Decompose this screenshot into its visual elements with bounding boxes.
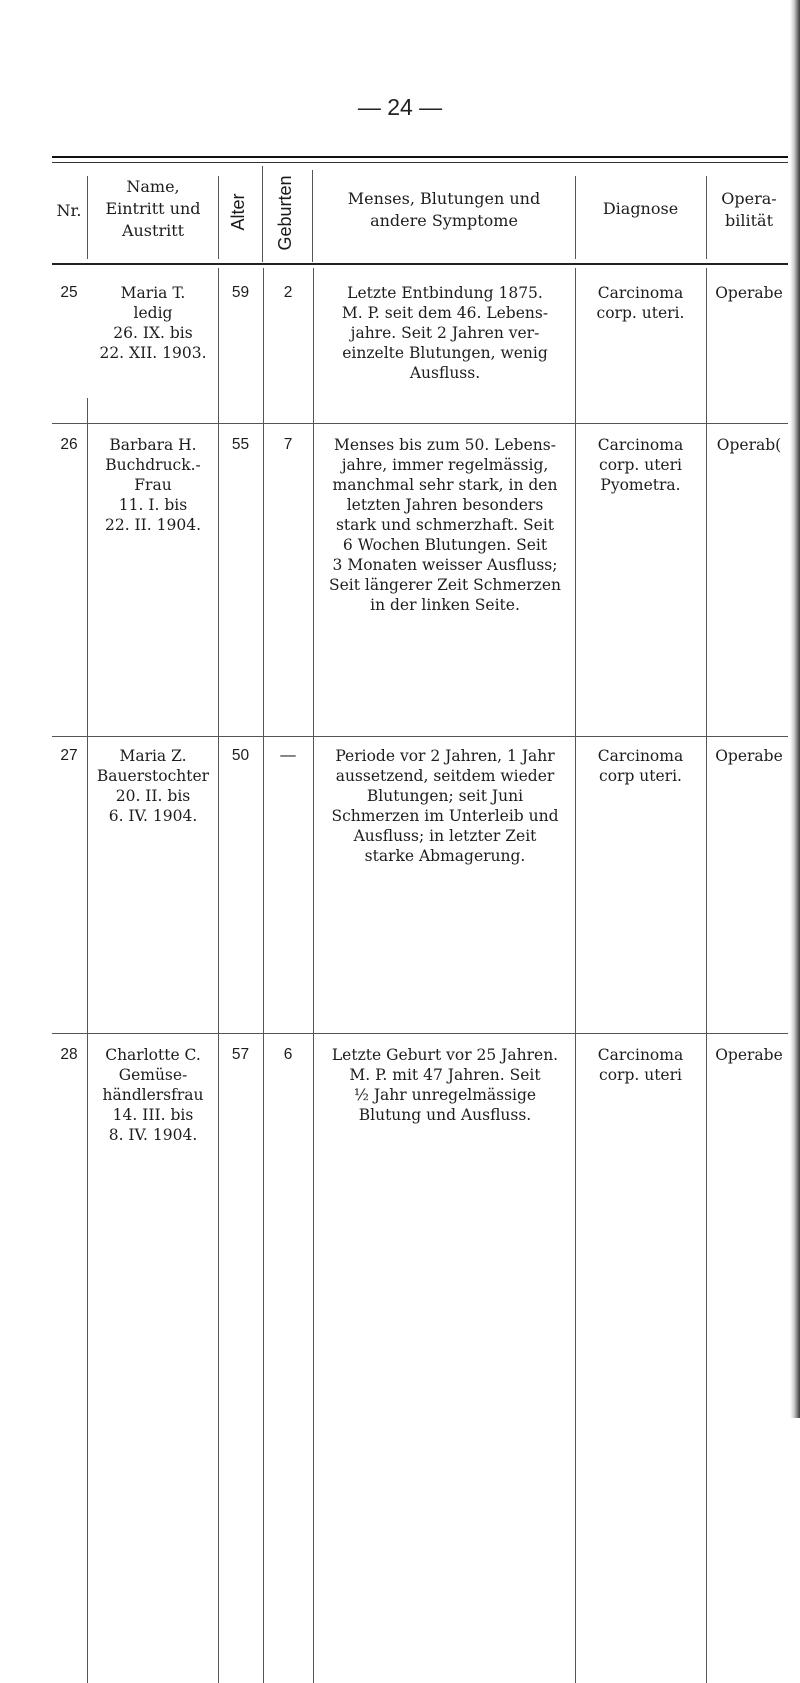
row-28-operabilitaet: Operabe — [715, 1046, 783, 1064]
row-26-name: Barbara H. Buchdruck.- Frau 11. I. bis 22. II. 1904. — [104, 436, 202, 534]
row-26-diagnose: Carcinoma corp. uteri Pyometra. — [597, 436, 684, 494]
row-26-geburten: 7 — [283, 436, 293, 453]
header-diagnose: Diagnose — [602, 199, 679, 218]
row-26-nr: 26 — [60, 436, 78, 453]
row-26-operabilitaet: Operab( — [716, 436, 782, 454]
row-25-geburten: 2 — [283, 284, 293, 301]
header-bottom-rule — [52, 263, 788, 265]
row-27-menses: Periode vor 2 Jahren, 1 Jahr aussetzend, seitdem wieder Blutungen; seit Juni Schmerzen im Unterleib und Ausfluss; in letzter Zeit starke Abmagerung. — [331, 747, 559, 865]
column-divider — [87, 398, 88, 1683]
row-28-alter: 57 — [231, 1046, 250, 1063]
scanned-page-edge — [790, 0, 800, 1418]
row-28-name: Charlotte C. Gemüse- händlersfrau 14. III. bis 8. IV. 1904. — [102, 1046, 204, 1144]
column-divider — [262, 166, 263, 262]
header-name: Name, Eintritt und Austritt — [105, 177, 201, 240]
column-divider — [263, 268, 264, 1683]
row-27-nr: 27 — [60, 747, 78, 764]
row-divider — [52, 1033, 788, 1034]
row-27-diagnose: Carcinoma corp uteri. — [597, 747, 684, 785]
row-27-name: Maria Z. Bauerstochter 20. II. bis 6. IV. 1904. — [96, 747, 210, 825]
page-number: — 24 — — [357, 94, 443, 120]
row-25-alter: 59 — [231, 284, 250, 301]
header-operabilitaet: Opera- bilität — [721, 189, 777, 230]
row-26-menses: Menses bis zum 50. Lebens- jahre, immer regelmässig, manchmal sehr stark, in den letzten Jahren besonders stark und schmerzhaft. Seit 6 Wochen Blutungen. Seit 3 Monaten weisser Ausfluss; Seit längerer Zeit Schmerzen in der linken Seite. — [328, 436, 562, 614]
row-25-name: Maria T. ledig 26. IX. bis 22. XII. 1903. — [99, 284, 207, 362]
table-top-rule — [52, 156, 788, 158]
row-divider — [52, 736, 788, 737]
row-28-diagnose: Carcinoma corp. uteri — [597, 1046, 684, 1084]
row-27-geburten: — — [280, 747, 296, 764]
table-top-rule-thin — [52, 162, 788, 163]
column-divider — [218, 176, 219, 259]
row-25-menses: Letzte Entbindung 1875. M. P. seit dem 46. Lebens- jahre. Seit 2 Jahren ver- einzelte Blutungen, wenig Ausfluss. — [341, 284, 549, 382]
row-28-nr: 28 — [60, 1046, 78, 1063]
row-25-nr: 25 — [60, 284, 78, 301]
column-divider — [313, 268, 314, 1683]
header-geburten: Geburten — [275, 175, 295, 251]
row-26-alter: 55 — [231, 436, 250, 453]
header-alter: Alter — [228, 193, 248, 231]
row-27-alter: 50 — [231, 747, 250, 764]
row-divider — [52, 423, 788, 424]
header-nr: Nr. — [56, 201, 82, 220]
column-divider — [218, 268, 219, 1683]
header-menses: Menses, Blutungen und andere Symptome — [347, 189, 541, 230]
row-25-operabilitaet: Operabe — [715, 284, 783, 302]
row-25-diagnose: Carcinoma corp. uteri. — [596, 284, 685, 322]
row-27-operabilitaet: Operabe — [715, 747, 783, 765]
row-28-menses: Letzte Geburt vor 25 Jahren. M. P. mit 47 Jahren. Seit ½ Jahr unregelmässige Blutung und Ausfluss. — [331, 1046, 559, 1124]
row-28-geburten: 6 — [283, 1046, 293, 1063]
column-divider — [706, 268, 707, 1683]
